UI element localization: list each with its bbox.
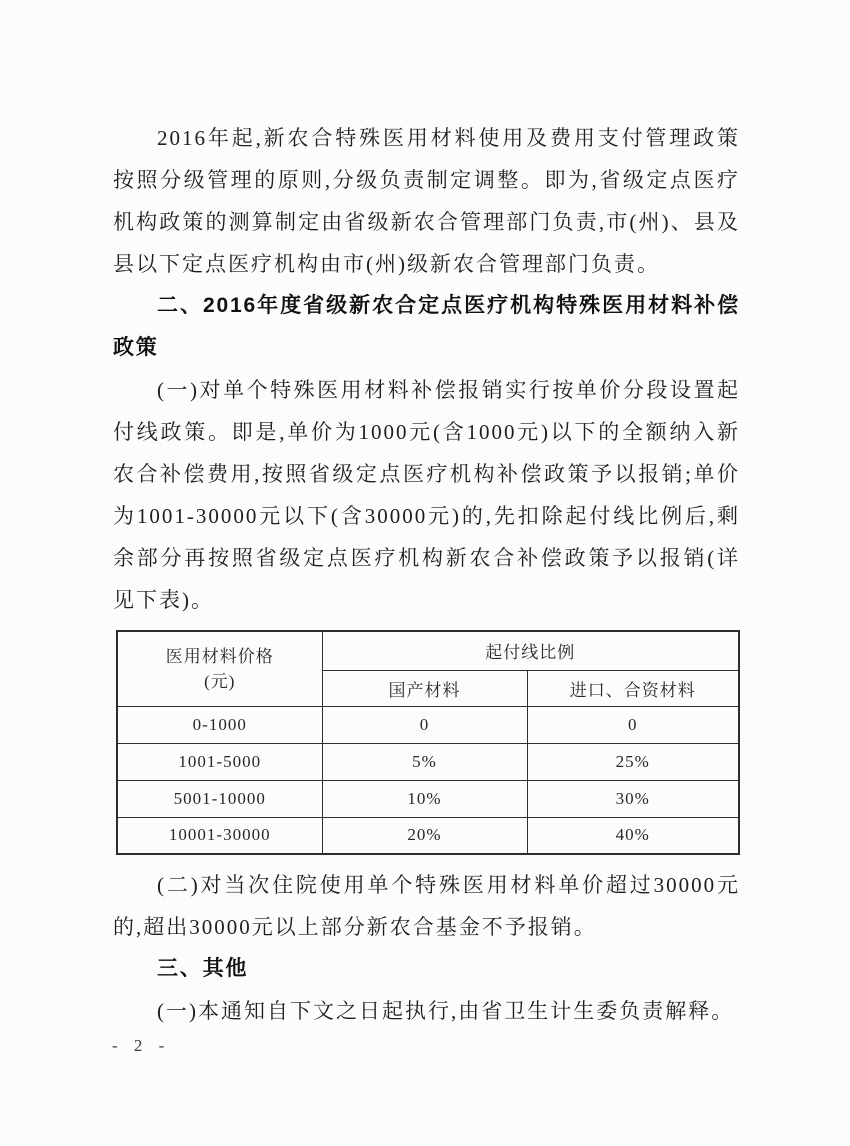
table-cell-domestic: 0 [322,706,527,743]
document-content [113,117,740,1032]
table-header-price-line1: 医用材料价格 [165,646,274,666]
table-cell-domestic: 5% [322,743,527,780]
section-2-item-1-paragraph: (一)对单个特殊医用材料补偿报销实行按单价分段设置起付线政策。即是,单价为1000元(含1000元)以下的全额纳入新农合补偿费用,按照省级定点医疗机构补偿政策予以报销;单价为1001-30000元以下(含30000元)的,先扣除起付线比例后,剩余部分再按照省级定点医疗机构新农合补偿政策予以报销(详见下表)。 [113,378,740,612]
table-row [117,743,739,780]
table-cell-price: 0-1000 [117,706,322,743]
section-3-item-1-paragraph: (一)本通知自下文之日起执行,由省卫生计生委负责解释。 [157,999,735,1023]
table-cell-domestic: 10% [322,780,527,817]
table-cell-imported: 25% [527,743,739,780]
section-2-item-2-paragraph: (二)对当次住院使用单个特殊医用材料单价超过30000元的,超出30000元以上部分新农合基金不予报销。 [113,873,740,939]
page-number: - 2 - [112,1036,171,1055]
table-header-deductible-ratio: 起付线比例 [322,631,739,670]
table-header-price-line2: (元) [204,671,236,691]
section-3-heading: 三、其他 [157,957,249,980]
table-header-imported: 进口、合资材料 [527,670,739,706]
table-cell-domestic: 20% [322,817,527,854]
table-row [117,817,739,854]
deductible-ratio-table [116,630,740,855]
section-2-heading: 二、2016年度省级新农合定点医疗机构特殊医用材料补偿政策 [113,294,740,359]
table-cell-price: 1001-5000 [117,743,322,780]
table-cell-imported: 0 [527,706,739,743]
table-cell-price: 10001-30000 [117,817,322,854]
table-row [117,706,739,743]
table-row [117,780,739,817]
table-header-domestic: 国产材料 [322,670,527,706]
table-cell-price: 5001-10000 [117,780,322,817]
intro-paragraph: 2016年起,新农合特殊医用材料使用及费用支付管理政策按照分级管理的原则,分级负责制定调整。即为,省级定点医疗机构政策的测算制定由省级新农合管理部门负责,市(州)、县及县以下定点医疗机构由市(州)级新农合管理部门负责。 [113,126,740,276]
table-header-row-1 [117,631,739,670]
table-cell-imported: 30% [527,780,739,817]
table-header-price [117,631,322,706]
table-cell-imported: 40% [527,817,739,854]
